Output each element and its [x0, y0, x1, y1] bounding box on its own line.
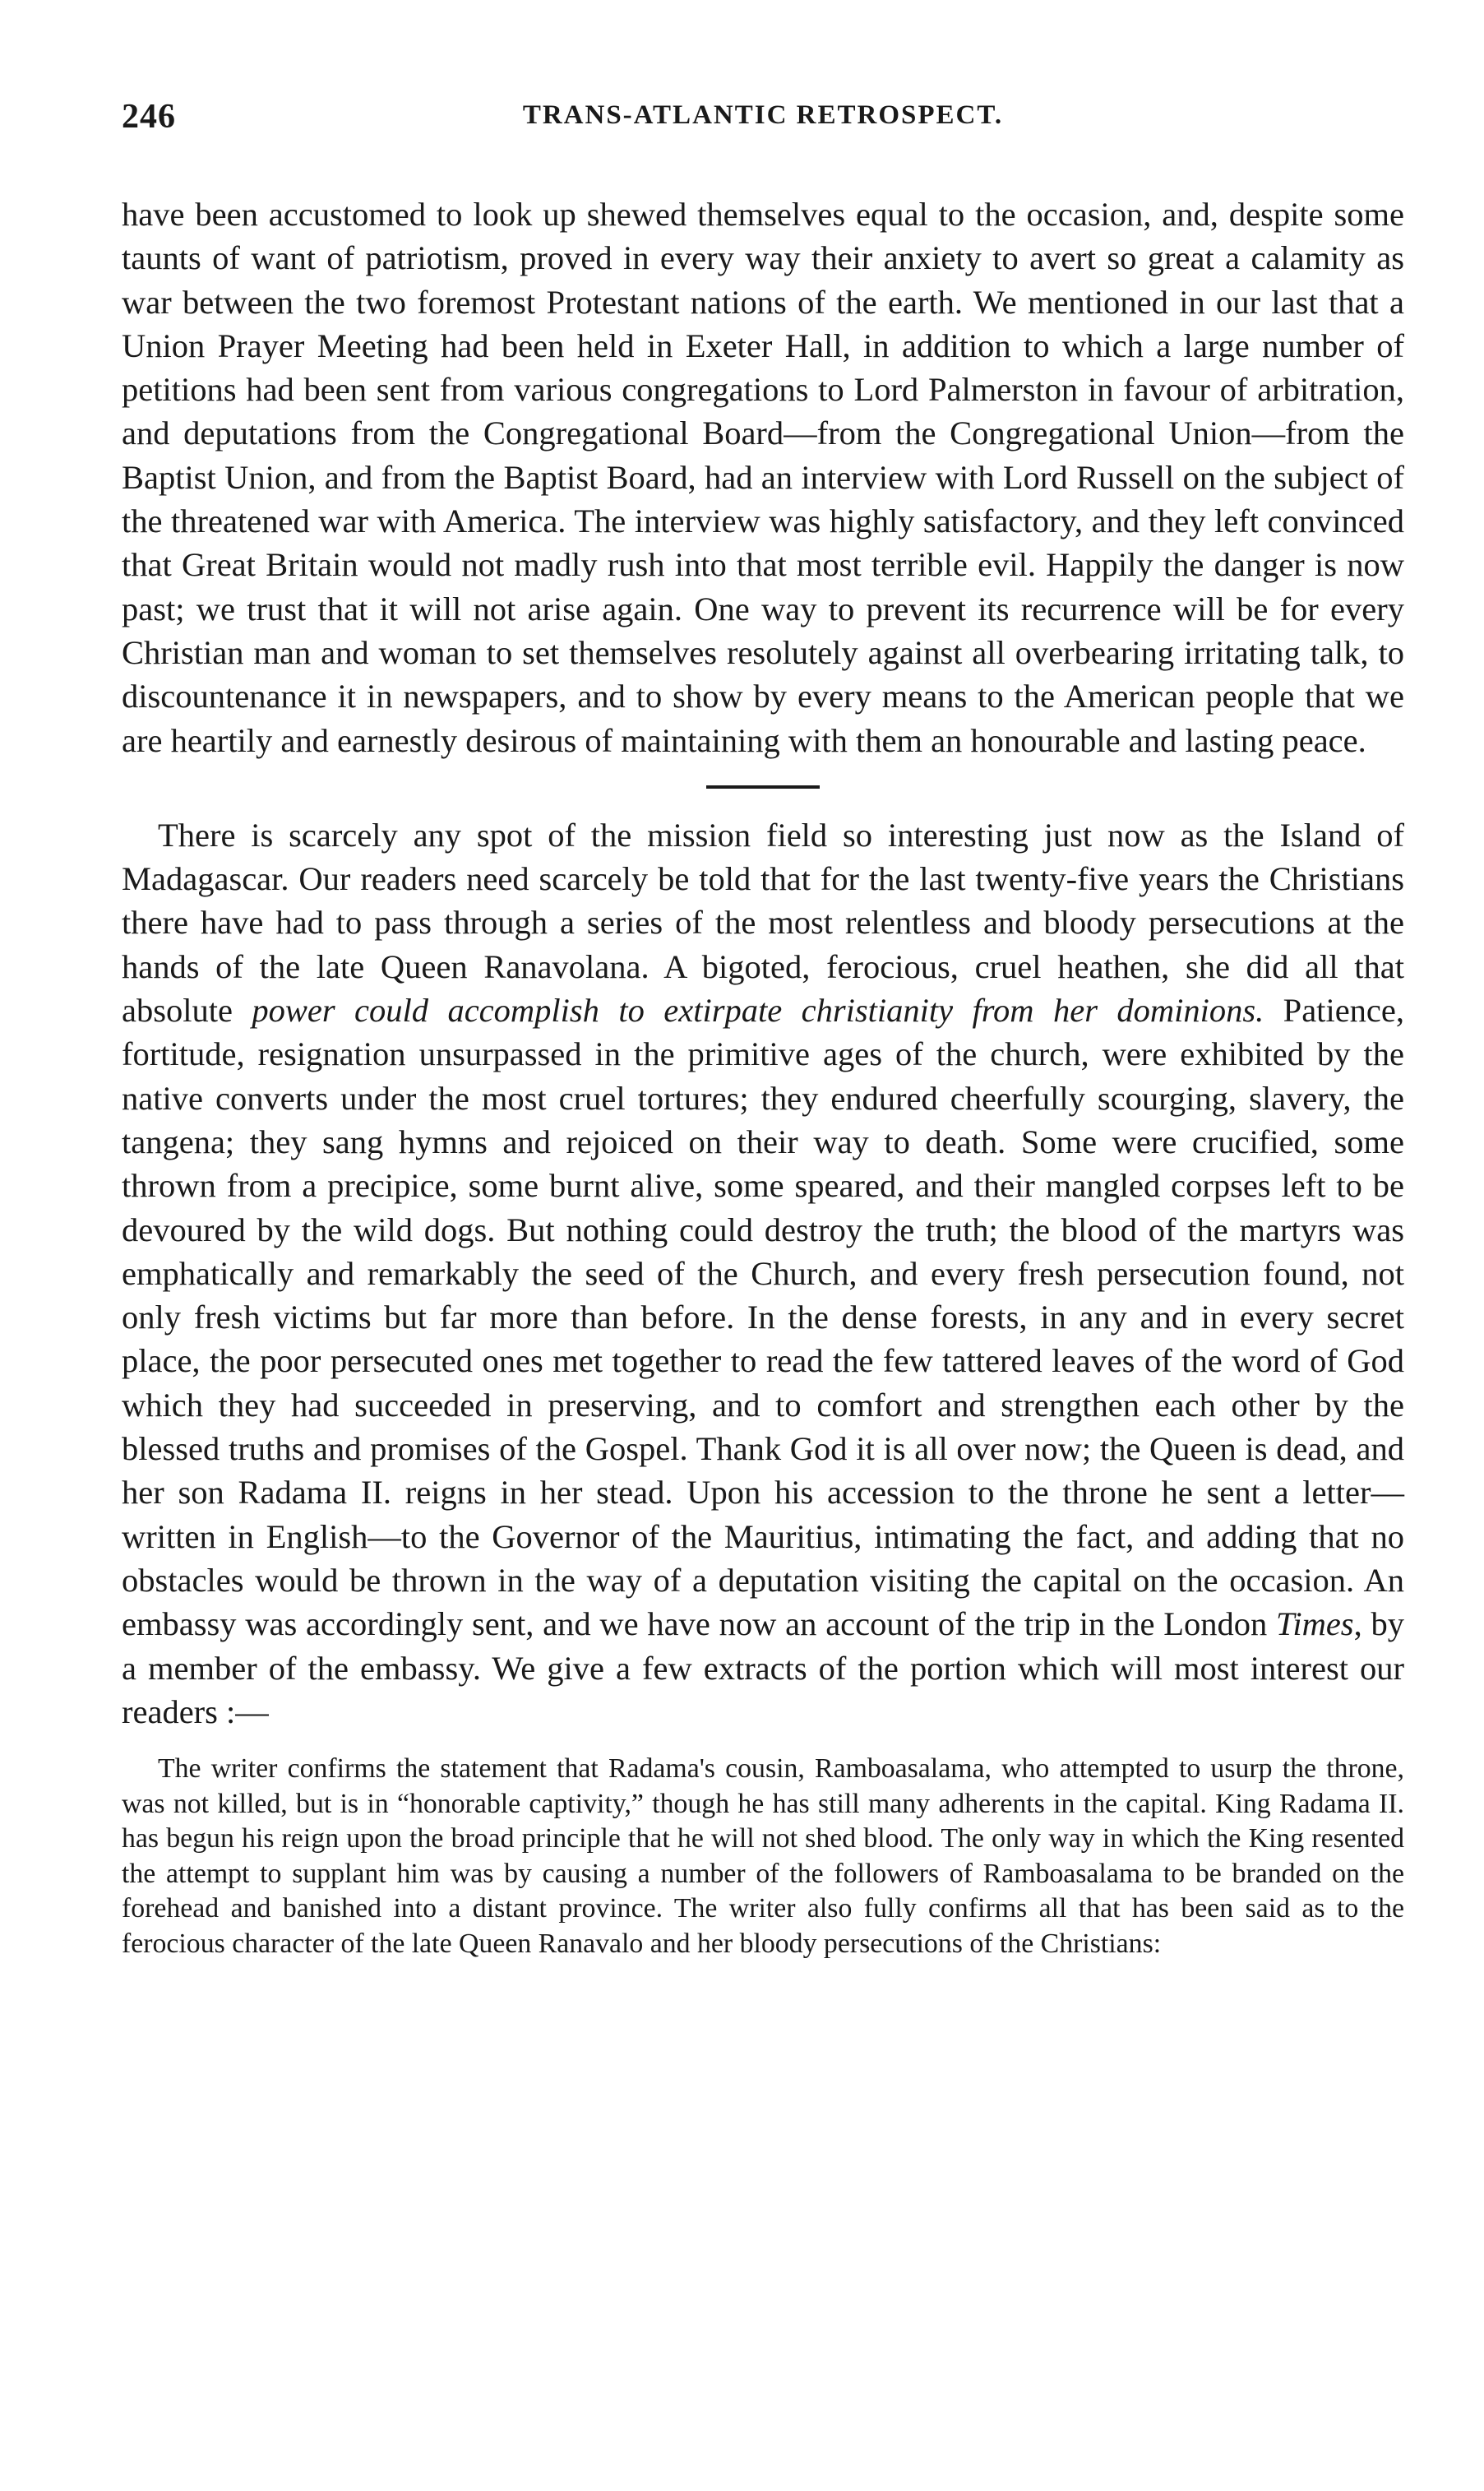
paragraph-peace-with-america: have been accustomed to look up shewed themselves equal to the occasion, and, despite some taunts of want of patriotism, proved in every way their anxiety to avert so great a calamity as war between the two foremost Protestant nations of the earth. We mentioned in our last that a Union Prayer Meeting had been held in Exeter Hall, in addition to which a large number of petitions had been sent from various congregations to Lord Palmerston in favour of arbitration, and deputations from the Congregational Board—from the Congregational Union—from the Baptist Union, and from the Baptist Board, had an interview with Lord Russell on the subject of the threatened war with America. The interview was highly satisfactory, and they left convinced that Great Britain would not madly rush into that most terrible evil. Happily the danger is now past; we trust that it will not arise again. One way to prevent its recurrence will be for every Christian man and woman to set themselves resolutely against all overbearing irritating talk, to discountenance it in newspapers, and to show by every means to the American people that we are heartily and earnestly desirous of maintaining with them an honourable and lasting peace. — [122, 196, 1404, 759]
madagascar-italic-phrase: power could accomplish to extirpate christianity from her dominions. — [252, 992, 1264, 1030]
paragraph-madagascar — [122, 813, 1404, 1734]
quoted-extract: The writer confirms the statement that Radama's cousin, Ramboasalama, who attempted to usurp the throne, was not killed, but is in “honorable captivity,” though he has still many adherents in the capital. King Radama II. has begun his reign upon the broad principle that he will not shed blood. The only way in which the King resented the attempt to supplant him was by causing a number of the followers of Ramboasalama to be branded on the forehead and banished into a distant province. The writer also fully confirms all that has been said as to the ferocious character of the late Queen Ranavalo and her bloody persecutions of the Christians: — [122, 1753, 1404, 1959]
times-newspaper-title: Times — [1276, 1605, 1354, 1643]
madagascar-text-3: , by a member of the embassy. We give a few extracts of the portion which will most interest our readers :— — [122, 1605, 1404, 1730]
running-title: TRANS-ATLANTIC RETROSPECT. — [522, 100, 1004, 130]
madagascar-text-1: There is scarcely any spot of the mission field so interesting just now as the Island of Madagascar. Our readers need scarcely be told that for the last twenty-five years the Christians there have had to pass through a series of the most relentless and bloody persecutions at the hands of the late Queen Ranavolana. A bigoted, ferocious, cruel heathen, she did all that absolute — [122, 816, 1404, 1030]
madagascar-text-2: Patience, fortitude, resignation unsurpassed in the primitive ages of the church, were exhibited by the native converts under the most cruel tortures; they endured cheerfully scourging, slavery, the tangena; they sang hymns and rejoiced on their way to death. Some were crucified, some thrown from a precipice, some burnt alive, some speared, and their mangled corpses left to be devoured by the wild dogs. But nothing could destroy the truth; the blood of the martyrs was emphatically and remarkably the seed of the Church, and every fresh persecution found, not only fresh victims but far more than before. In the dense forests, in any and in every secret place, the poor persecuted ones met together to read the few tattered leaves of the word of God which they had succeeded in preserving, and to comfort and strengthen each other by the blessed truths and promises of the Gospel. Thank God it is all over now; the Queen is dead, and her son Radama II. reigns in her stead. Upon his accession to the throne he sent a letter—written in English—to the Governor of the Mauritius, intimating the fact, and adding that no obstacles would be thrown in the way of a deputation visiting the capital on the occasion. An embassy was accordingly sent, and we have now an account of the trip in the London — [122, 992, 1404, 1643]
page-header — [122, 97, 1404, 163]
page-number: 246 — [122, 98, 176, 136]
section-divider — [706, 785, 820, 789]
book-page — [122, 97, 1404, 1961]
